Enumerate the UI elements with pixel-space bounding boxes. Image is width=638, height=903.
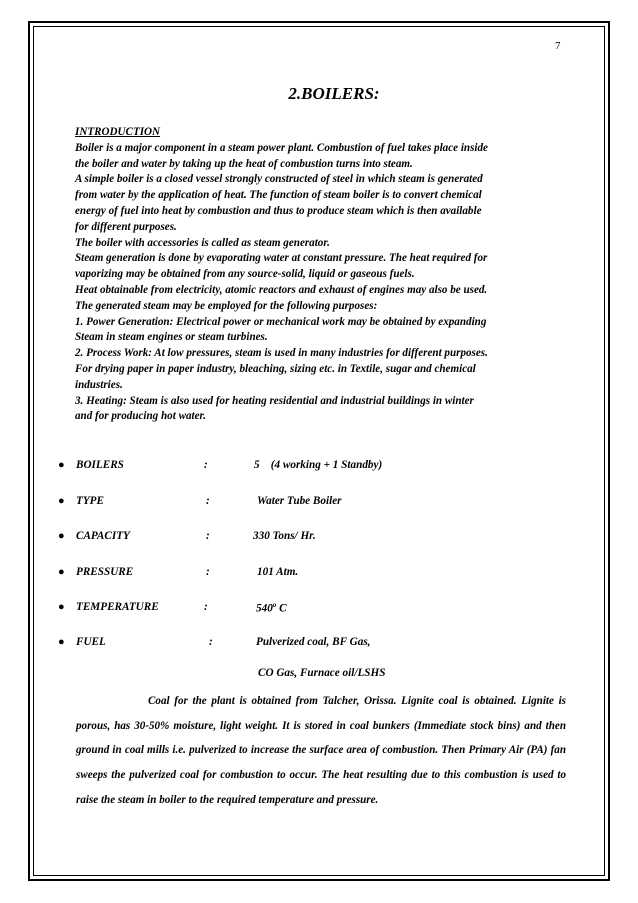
spec-label: CAPACITY <box>76 530 130 542</box>
spec-colon: : <box>209 636 213 648</box>
intro-line: A simple boiler is a closed vessel strongly constructed of steel in which steam is generated <box>75 173 483 186</box>
intro-line: 3. Heating: Steam is also used for heating residential and industrial buildings in winter <box>75 394 474 407</box>
spec-value: 5 (4 working + 1 Standby) <box>254 459 383 471</box>
spec-label: BOILERS <box>76 459 124 471</box>
intro-line: Boiler is a major component in a steam power plant. Combustion of fuel takes place inside <box>75 141 488 154</box>
intro-line: from water by the application of heat. The function of steam boiler is to convert chemical <box>75 189 482 202</box>
coal-paragraph-text: Coal for the plant is obtained from Talcher, Orissa. Lignite coal is obtained. Lignite is porous, has 30-50% moisture, light weight. It is stored in coal bunkers (Immediate stock bins) and then ground in coal mills i.e. pulverized to increase the surface area of combustion. Then Primary Air (PA) fan sweeps the pulverized coal for combustion to occur. The heat resulting due to this combustion is used to raise the steam in boiler to the required temperature and pressure. <box>76 695 566 806</box>
bullet-icon: ● <box>58 530 65 542</box>
spec-label: TEMPERATURE <box>76 601 159 613</box>
spec-row-temperature <box>0 601 638 617</box>
temperature-unit: C <box>276 602 287 615</box>
intro-line: 2. Process Work: At low pressures, steam is used in many industries for different purposes. <box>75 347 488 360</box>
intro-line: Steam generation is done by evaporating water at constant pressure. The heat required for <box>75 252 488 265</box>
coal-paragraph <box>76 689 566 813</box>
intro-line: Steam in steam engines or steam turbines. <box>75 331 268 344</box>
spec-colon: : <box>204 601 208 613</box>
page-number: 7 <box>555 40 561 52</box>
intro-line: The boiler with accessories is called as steam generator. <box>75 236 330 249</box>
bullet-icon: ● <box>58 566 65 578</box>
introduction-heading: INTRODUCTION <box>75 126 161 138</box>
fuel-continuation: CO Gas, Furnace oil/LSHS <box>258 667 386 679</box>
spec-value <box>256 601 287 615</box>
spec-row-capacity <box>0 530 638 546</box>
spec-label: PRESSURE <box>76 566 134 578</box>
intro-line: and for producing hot water. <box>75 410 206 423</box>
spec-value: 330 Tons/ Hr. <box>253 530 316 542</box>
spec-row-fuel <box>0 636 638 652</box>
temperature-value: 540 <box>256 602 273 615</box>
spec-value: 101 Atm. <box>257 566 299 578</box>
spec-row-pressure <box>0 566 638 582</box>
intro-line: energy of fuel into heat by combustion and thus to produce steam which is then available <box>75 204 482 217</box>
spec-label: TYPE <box>76 495 104 507</box>
intro-line: For drying paper in paper industry, bleaching, sizing etc. in Textile, sugar and chemical <box>75 362 476 375</box>
spec-colon: : <box>206 566 210 578</box>
bullet-icon: ● <box>58 601 65 613</box>
spec-colon: : <box>206 495 210 507</box>
spec-row-type <box>0 495 638 511</box>
intro-line: 1. Power Generation: Electrical power or mechanical work may be obtained by expanding <box>75 315 487 328</box>
intro-line: Heat obtainable from electricity, atomic reactors and exhaust of engines may also be used. <box>75 283 488 296</box>
spec-colon: : <box>204 459 208 471</box>
spec-value: Pulverized coal, BF Gas, <box>256 636 371 648</box>
spec-value: Water Tube Boiler <box>257 495 342 507</box>
spec-row-boilers <box>0 459 638 475</box>
spec-colon: : <box>206 530 210 542</box>
spec-label: FUEL <box>76 636 106 648</box>
intro-line: industries. <box>75 378 123 391</box>
bullet-icon: ● <box>58 636 65 648</box>
bullet-icon: ● <box>58 459 65 471</box>
temperature-degree: o <box>272 601 277 609</box>
introduction-section <box>75 125 575 425</box>
bullet-icon: ● <box>58 495 65 507</box>
intro-line: the boiler and water by taking up the heat of combustion turns into steam. <box>75 157 413 170</box>
intro-line: The generated steam may be employed for the following purposes: <box>75 299 378 312</box>
intro-line: vaporizing may be obtained from any source-solid, liquid or gaseous fuels. <box>75 268 415 281</box>
intro-line: for different purposes. <box>75 220 177 233</box>
section-title: 2.BOILERS: <box>288 84 380 103</box>
